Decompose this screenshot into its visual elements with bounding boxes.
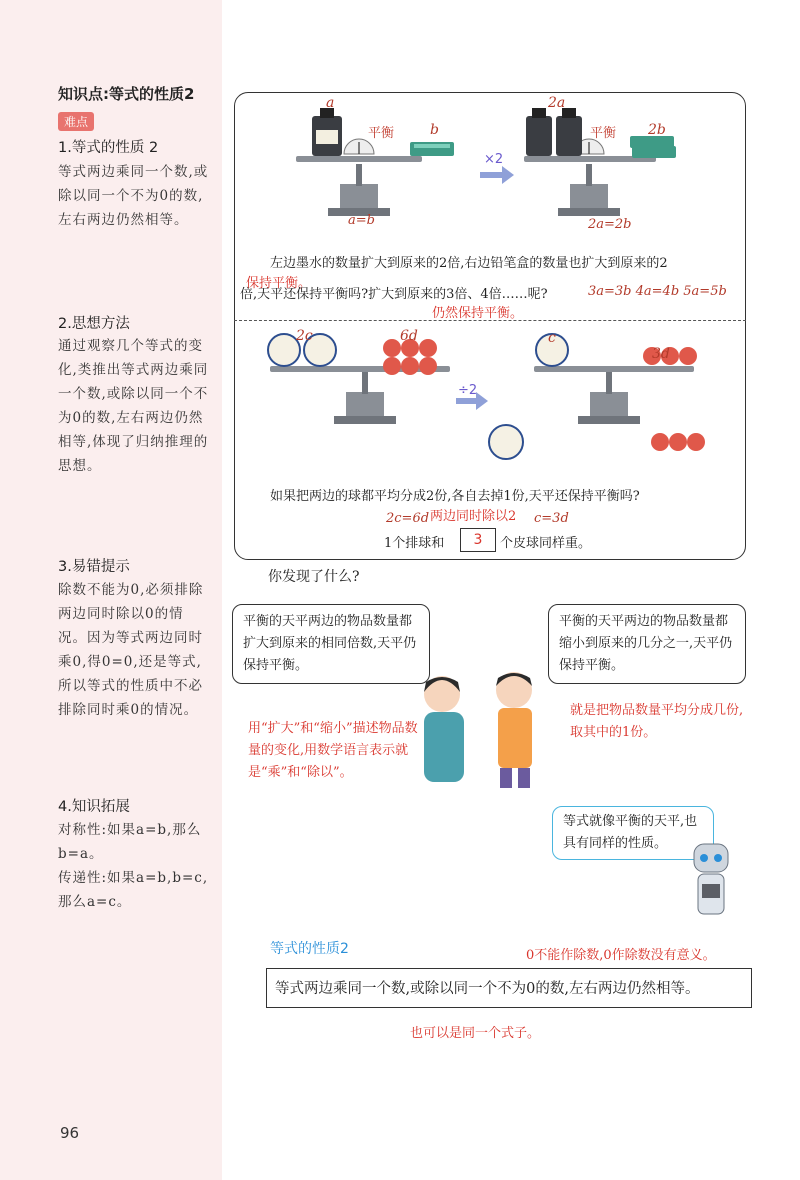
section3-text: 除数不能为0,必须排除两边同时除以0的情况。因为等式两边同时乘0,得0=0,还是等式,所以等式的性质中不必排除同时乘0的情况。 bbox=[58, 582, 204, 718]
section4-line1: 对称性:如果a=b,那么b=a。 bbox=[58, 822, 202, 862]
ink-question-line2: 倍,天平还保持平衡吗?扩大到原来的3倍、4倍……呢? bbox=[240, 287, 548, 302]
divide-two-label: ÷2 bbox=[458, 383, 478, 398]
sidebar-title: 知识点:等式的性质2 bbox=[58, 85, 195, 103]
removed-rubber-balls-icon bbox=[651, 433, 705, 451]
label-6d: 6d bbox=[400, 328, 418, 344]
section3-heading: 3.易错提示 bbox=[58, 559, 130, 575]
bubble-shrink: 平衡的天平两边的物品数量都缩小到原来的几分之一,天平仍保持平衡。 bbox=[548, 604, 746, 684]
ball-question: 如果把两边的球都平均分成2份,各自去掉1份,天平还保持平衡吗? bbox=[270, 489, 640, 504]
section4-line2: 传递性:如果a=b,b=c,那么a=c。 bbox=[58, 870, 209, 910]
label-2c: 2c bbox=[296, 328, 313, 344]
section1-heading: 1.等式的性质 2 bbox=[58, 140, 159, 156]
pencil-cases-icon bbox=[630, 136, 676, 158]
ink-question-line1: 左边墨水的数量扩大到原来的2倍,右边铅笔盒的数量也扩大到原来的2 bbox=[270, 256, 668, 271]
bubble-enlarge: 平衡的天平两边的物品数量都扩大到原来的相同倍数,天平仍保持平衡。 bbox=[232, 604, 430, 684]
annotation-divide-both: 两边同时除以2 bbox=[430, 509, 517, 524]
label-a: a bbox=[326, 95, 335, 111]
ink-bottle-icon bbox=[312, 108, 342, 156]
equation-examples: 3a=3b 4a=4b 5a=5b bbox=[588, 284, 727, 299]
page-number: 96 bbox=[60, 1124, 80, 1142]
students-illustration bbox=[410, 668, 550, 788]
equation-law-statement: 等式两边乘同一个数,或除以同一个不为0的数,左右两边仍然相等。 bbox=[266, 968, 752, 1008]
section1-text: 等式两边乘同一个数,或除以同一个不为0的数,左右两边仍然相等。 bbox=[58, 164, 209, 228]
difficulty-badge: 难点 bbox=[58, 112, 94, 131]
balance-word-left: 平衡 bbox=[368, 126, 395, 141]
equation-c-3d: c=3d bbox=[534, 511, 569, 526]
times-two-arrow-icon bbox=[480, 166, 514, 184]
section2-heading: 2.思想方法 bbox=[58, 316, 130, 332]
balance-scale-balls-left bbox=[270, 366, 450, 424]
times-two-label: ×2 bbox=[484, 152, 504, 167]
robot-bubble: 等式就像平衡的天平,也具有同样的性质。 bbox=[552, 806, 714, 860]
pencil-case-icon bbox=[410, 142, 454, 156]
note-multiply-divide: 用“扩大”和“缩小”描述物品数量的变化,用数学语言表示就是“乘”和“除以”。 bbox=[248, 721, 418, 780]
answer-box: 3 bbox=[460, 528, 496, 552]
discover-question: 你发现了什么? bbox=[268, 569, 360, 585]
equation-a-b: a=b bbox=[348, 213, 375, 228]
equation-2c-6d: 2c=6d bbox=[386, 511, 430, 526]
boy-icon bbox=[496, 672, 532, 788]
girl-icon bbox=[424, 676, 464, 782]
label-c: c bbox=[548, 330, 556, 346]
answer-suffix: 个皮球同样重。 bbox=[500, 536, 592, 551]
annotation-still-balance: 仍然保持平衡。 bbox=[432, 306, 524, 321]
equation-2a-2b: 2a=2b bbox=[588, 217, 632, 232]
section4-heading: 4.知识拓展 bbox=[58, 799, 130, 815]
annotation-keep-balance: 保持平衡。 bbox=[246, 276, 312, 291]
note-same-expression: 也可以是同一个式子。 bbox=[410, 1026, 541, 1041]
note-zero-divisor: 0不能作除数,0作除数没有意义。 bbox=[526, 948, 716, 963]
note-divide-parts: 就是把物品数量平均分成几份,取其中的1份。 bbox=[570, 703, 744, 740]
robot-icon bbox=[672, 836, 752, 926]
answer-prefix: 1个排球和 bbox=[384, 536, 445, 551]
law-title: 等式的性质2 bbox=[270, 941, 349, 957]
label-b: b bbox=[430, 122, 439, 138]
balance-scale-balls-right bbox=[534, 366, 694, 424]
rubber-ball-icon bbox=[383, 339, 437, 375]
balance-word-right: 平衡 bbox=[590, 126, 617, 141]
label-3d: 3d bbox=[652, 346, 670, 362]
ink-bottles-icon bbox=[526, 108, 582, 156]
label-2b: 2b bbox=[648, 122, 666, 138]
removed-volleyball-icon bbox=[489, 425, 523, 459]
section2-text: 通过观察几个等式的变化,类推出等式两边乘同一个数,或除以同一个不为0的数,左右两边仍然相等,体现了归纳推理的思想。 bbox=[58, 338, 209, 474]
label-2a: 2a bbox=[548, 95, 566, 111]
